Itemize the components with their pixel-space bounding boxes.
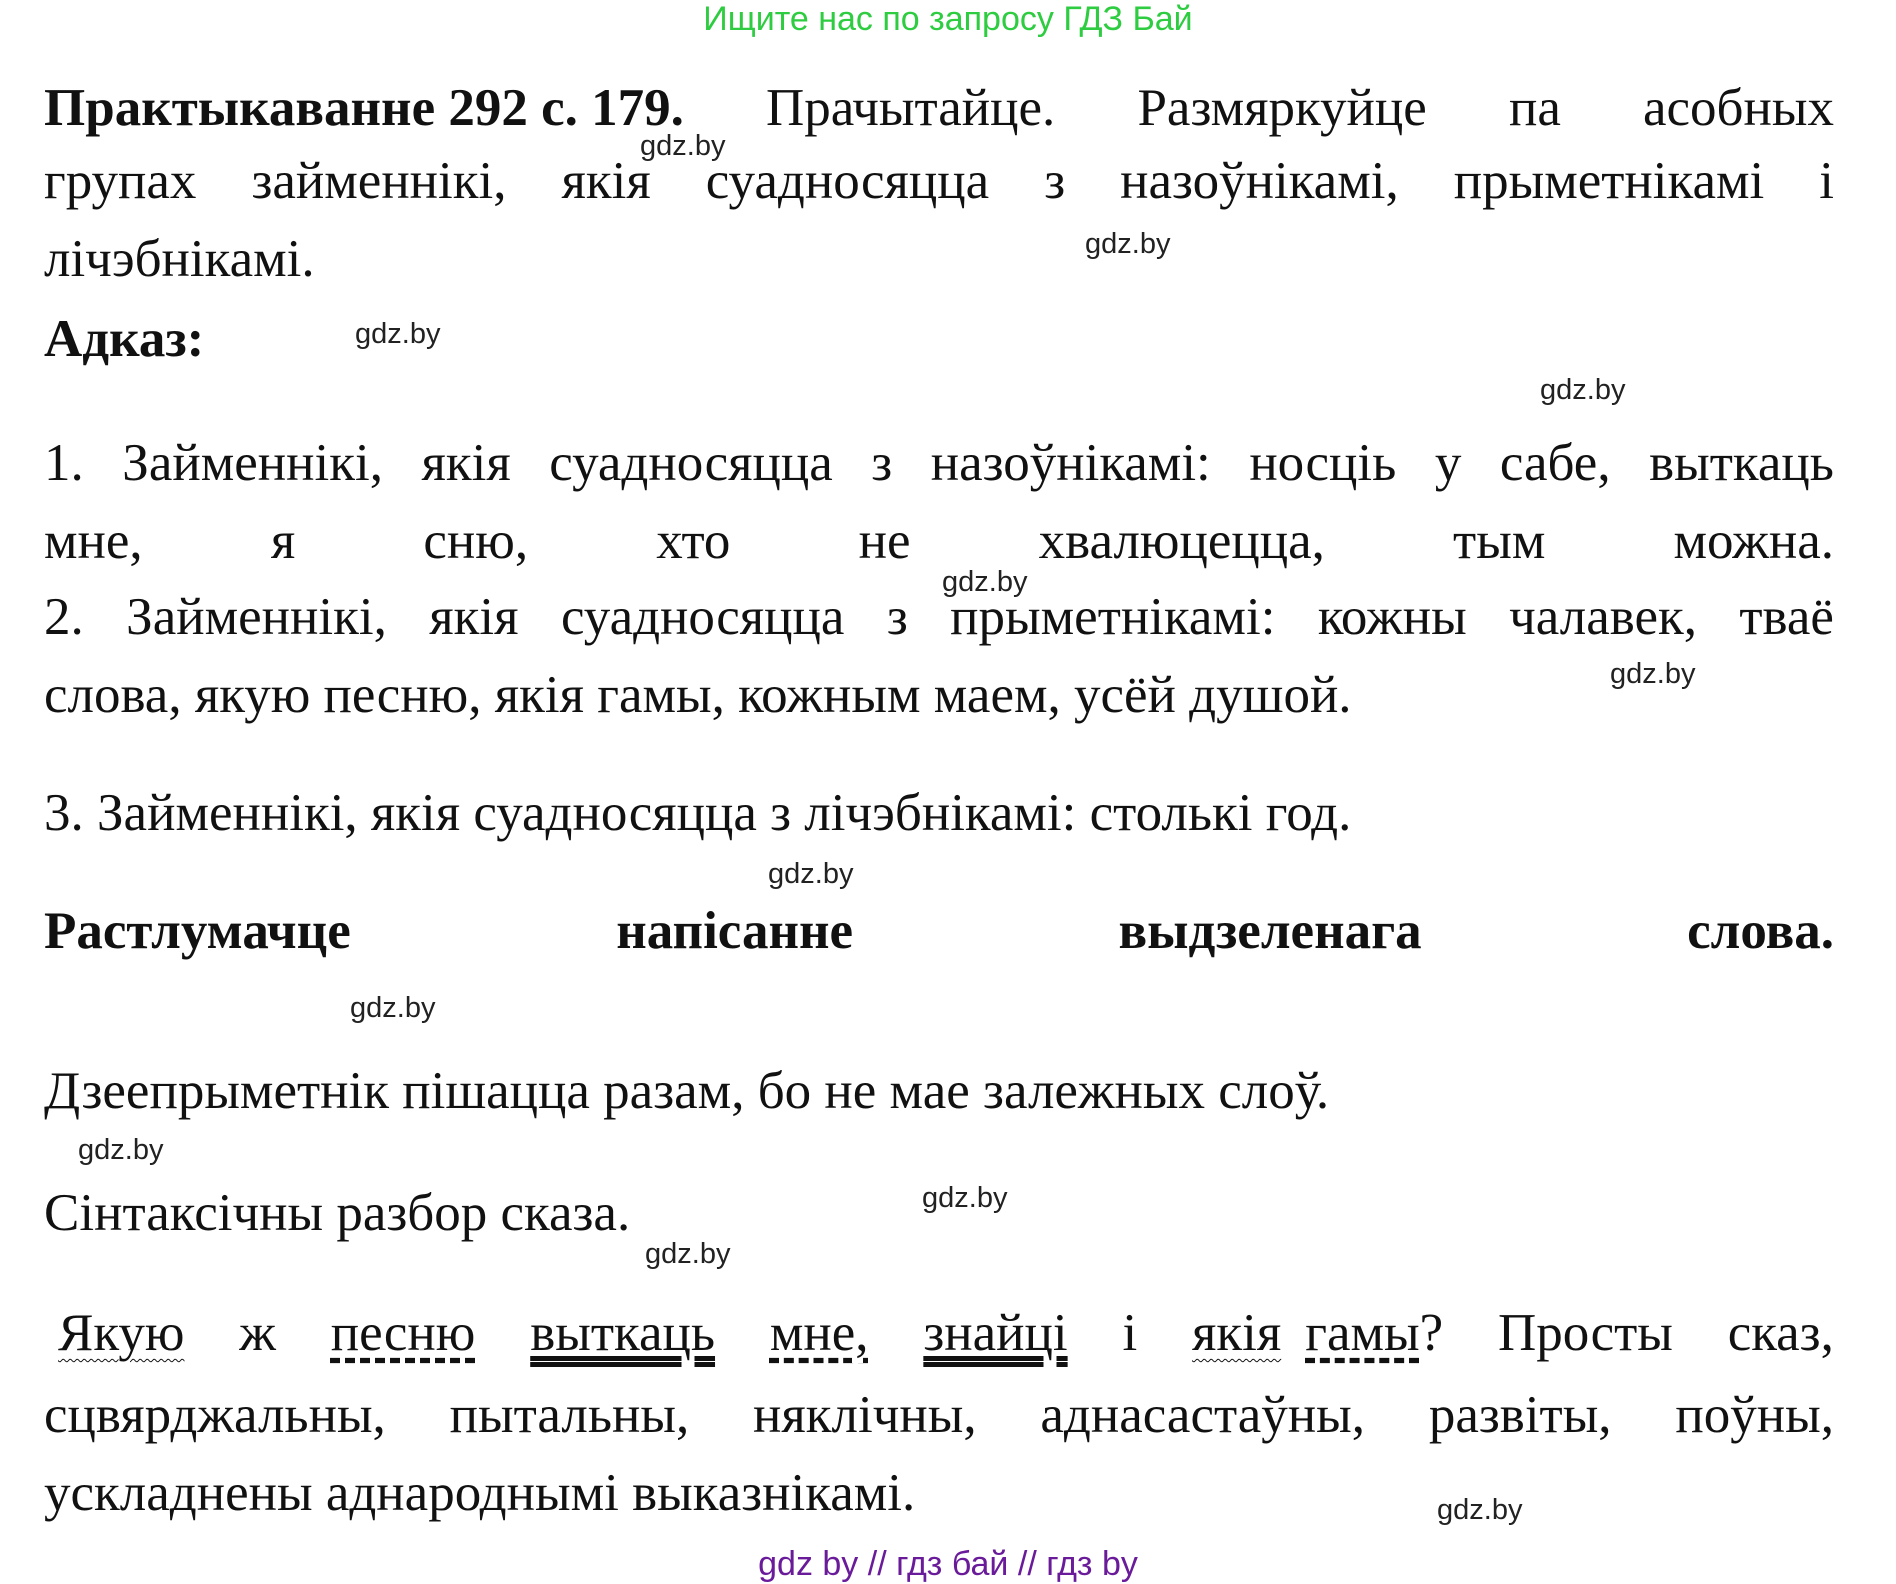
answer-word: якія: [421, 434, 511, 492]
exercise-word: прыметнікамі: [1453, 152, 1765, 210]
answer-word: тваё: [1739, 588, 1834, 646]
answer-item-1-line-1: [44, 430, 1834, 496]
answer-word: 2.: [44, 588, 84, 646]
spelling-explanation: Дзеепрыметнік пішацца разам, бо не мае залежных слоў.: [44, 1062, 1330, 1120]
sentence-word: Просты: [1497, 1304, 1673, 1362]
answer-label: Адказ:: [44, 310, 205, 368]
syntax-sentence-line-2: [44, 1382, 1834, 1448]
watermark: gdz.by: [1610, 658, 1696, 690]
exercise-word: групах: [44, 152, 197, 210]
object-group: [1192, 1300, 1443, 1366]
answer-word: у: [1434, 434, 1462, 492]
watermark: gdz.by: [1085, 228, 1171, 260]
watermark: gdz.by: [768, 858, 854, 890]
spelling-heading-word: слова.: [1687, 902, 1834, 960]
answer-word: чалавек,: [1509, 588, 1697, 646]
answer-word: сабе,: [1499, 434, 1611, 492]
object-word: гамы: [1305, 1304, 1420, 1362]
exercise-line-2: [44, 148, 1834, 214]
predicate-word: знайці: [923, 1304, 1068, 1362]
answer-word: не: [858, 512, 911, 570]
answer-word: суадносяцца: [560, 588, 845, 646]
syntax-sentence-line-1: [44, 1300, 1834, 1366]
answer-word: можна.: [1673, 512, 1834, 570]
answer-word: назоўнікамі:: [930, 434, 1211, 492]
characteristic-word: пытальны,: [449, 1386, 690, 1444]
answer-word: кожны: [1317, 588, 1467, 646]
answer-word: з: [886, 588, 908, 646]
answer-word: носціь: [1249, 434, 1397, 492]
exercise-word: суадносяцца: [705, 152, 990, 210]
promo-banner[interactable]: Ищите нас по запросу ГДЗ Бай: [703, 0, 1193, 38]
answer-item-2-line-1: [44, 584, 1834, 650]
watermark: gdz.by: [645, 1238, 731, 1270]
exercise-word: Размяркуйце: [1137, 79, 1427, 137]
characteristic-word: аднасастаўны,: [1040, 1386, 1366, 1444]
spelling-heading-word: напісанне: [616, 902, 854, 960]
answer-word: мне,: [44, 512, 143, 570]
answer-word: выткаць: [1649, 434, 1834, 492]
answer-word: Займеннікі,: [126, 588, 387, 646]
exercise-word: якія: [561, 152, 651, 210]
particle-word: ж: [239, 1304, 276, 1362]
spelling-heading-word: выдзеленага: [1118, 902, 1422, 960]
answer-word: суадносяцца: [549, 434, 833, 492]
answer-word: якія: [429, 588, 519, 646]
characteristic-word: развіты,: [1428, 1386, 1612, 1444]
characteristic-word: поўны,: [1675, 1386, 1834, 1444]
answer-word: тым: [1453, 512, 1546, 570]
exercise-word: і: [1819, 152, 1834, 210]
attribute-word: якія: [1191, 1304, 1282, 1362]
answer-word: я: [270, 512, 296, 570]
answer-word: прыметнікамі:: [950, 588, 1276, 646]
exercise-word: па: [1508, 79, 1561, 137]
watermark: gdz.by: [640, 130, 726, 162]
predicate-word: выткаць: [530, 1304, 716, 1362]
exercise-heading: Практыкаванне 292 с. 179.: [44, 79, 684, 137]
watermark: gdz.by: [1540, 374, 1626, 406]
answer-item-1-line-2: [44, 508, 1834, 574]
footer-links[interactable]: gdz by // гдз бай // гдз by: [758, 1545, 1138, 1583]
watermark: gdz.by: [350, 992, 436, 1024]
watermark: gdz.by: [942, 566, 1028, 598]
exercise-line-3: лічэбнікамі.: [44, 230, 315, 288]
characteristic-word: сцвярджальны,: [44, 1386, 386, 1444]
answer-word: 1.: [44, 434, 84, 492]
conjunction-word: і: [1122, 1304, 1138, 1362]
characteristic-word: няклічны,: [753, 1386, 977, 1444]
answer-word: хвалюцецца,: [1038, 512, 1325, 570]
answer-item-3: 3. Займеннікі, якія суадносяцца з лічэбнікамі: столькі год.: [44, 784, 1352, 842]
watermark: gdz.by: [1437, 1494, 1523, 1526]
object-word: мне,: [769, 1304, 869, 1362]
watermark: gdz.by: [355, 318, 441, 350]
watermark: gdz.by: [78, 1134, 164, 1166]
answer-word: сню,: [423, 512, 529, 570]
syntax-sentence-line-3: ускладнены аднароднымі выказнікамі.: [44, 1464, 916, 1522]
answer-item-2-line-2: слова, якую песню, якія гамы, кожным маем, усёй душой.: [44, 666, 1352, 724]
answer-word: з: [871, 434, 893, 492]
exercise-word: займеннікі,: [251, 152, 507, 210]
answer-word: Займеннікі,: [122, 434, 383, 492]
syntax-heading: Сінтаксічны разбор сказа.: [44, 1184, 631, 1242]
exercise-word: асобных: [1642, 79, 1834, 137]
exercise-word: назоўнікамі,: [1120, 152, 1399, 210]
exercise-line-1: [44, 75, 1834, 141]
subject-word: Якую: [58, 1304, 185, 1362]
spelling-heading-word: Растлумачце: [44, 902, 351, 960]
exercise-word: з: [1044, 152, 1066, 210]
spelling-heading: [44, 898, 1834, 964]
answer-word: хто: [656, 512, 731, 570]
exercise-word: Прачытайце.: [766, 79, 1056, 137]
object-word: песню: [330, 1304, 476, 1362]
question-mark: ?: [1419, 1304, 1444, 1362]
watermark: gdz.by: [922, 1182, 1008, 1214]
sentence-word: сказ,: [1727, 1304, 1834, 1362]
